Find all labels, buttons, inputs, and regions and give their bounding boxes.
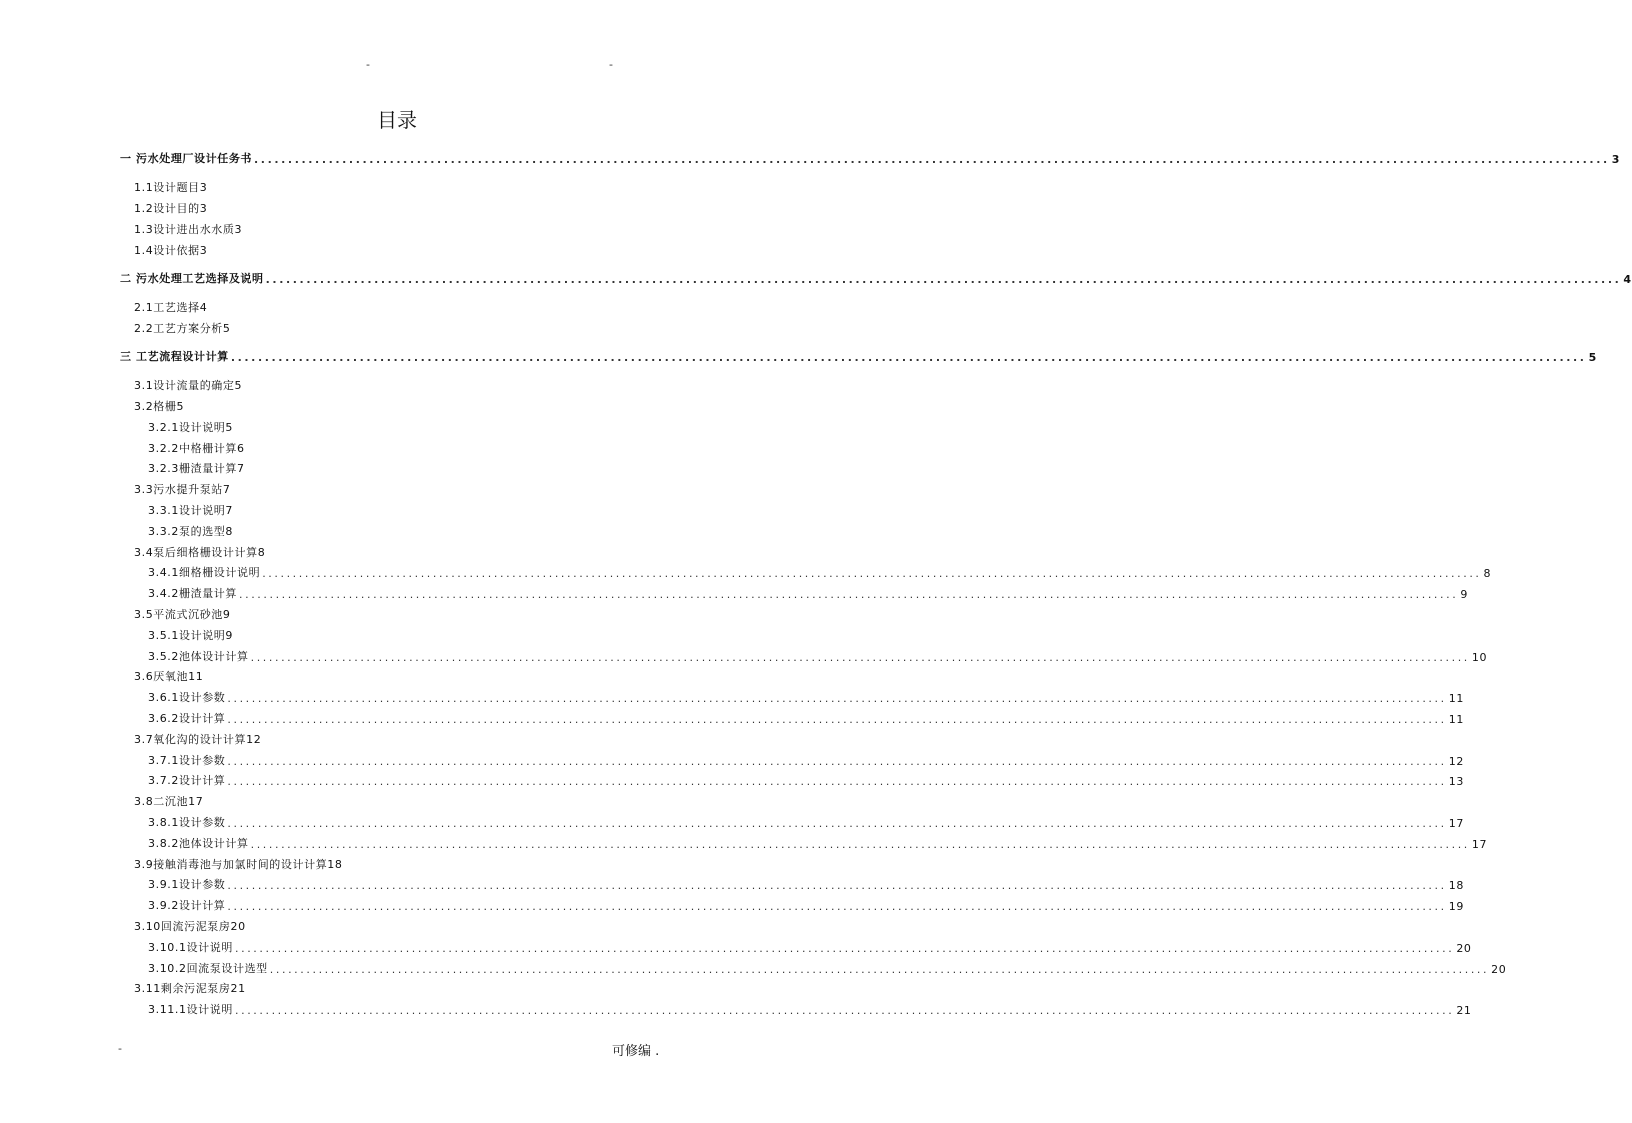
- toc-entry-page: 12: [1448, 755, 1464, 768]
- toc-leader-dots: ........................................................................................................................................................................................................: [265, 273, 1622, 286]
- toc-entry-label: 1.1设计题目3: [134, 181, 208, 194]
- toc-entry-label: 1.4设计依据3: [134, 244, 208, 257]
- toc-entry-page: 18: [1448, 879, 1464, 892]
- footer-mark-left: -: [118, 1042, 122, 1055]
- toc-leader-dots: ........................................................................................................................................................................................................: [227, 900, 1447, 913]
- toc-entry-level3[interactable]: [148, 708, 1464, 726]
- toc-entry-label: 3.7.1设计参数: [148, 754, 226, 767]
- toc-entry-label: 3.4.2栅渣量计算: [148, 587, 237, 600]
- page-title: 目录: [377, 108, 417, 132]
- toc-entry-label: 3.3.2泵的选型8: [148, 525, 233, 538]
- header-mark-right: -: [609, 58, 613, 71]
- toc-entry-page: 9: [1460, 588, 1468, 601]
- toc-entry-page: 11: [1448, 713, 1464, 726]
- toc-entry-label: 3.10.1设计说明: [148, 941, 233, 954]
- toc-entry-level3[interactable]: [148, 500, 696, 518]
- toc-entry-label: 3.6厌氧池11: [134, 670, 204, 683]
- toc-entry-label: 3.8.1设计参数: [148, 816, 226, 829]
- toc-entry-label: 3.9接触消毒池与加氯时间的设计计算18: [134, 858, 343, 871]
- toc-entry-level2[interactable]: [134, 978, 696, 996]
- toc-entry-level3[interactable]: [148, 999, 1472, 1017]
- toc-entry-label: 3.8二沉池17: [134, 795, 204, 808]
- toc-entry-page: 19: [1448, 900, 1464, 913]
- toc-entry-level3[interactable]: [148, 770, 1464, 788]
- toc-entry-label: 3.3污水提升泵站7: [134, 483, 231, 496]
- toc-entry-label: 3.5.2池体设计计算: [148, 650, 249, 663]
- toc-leader-dots: ........................................................................................................................................................................................................: [227, 755, 1447, 768]
- toc-entry-level3[interactable]: [148, 646, 1488, 664]
- toc-leader-dots: ........................................................................................................................................................................................................: [262, 567, 1482, 580]
- toc-entry-page: 11: [1448, 692, 1464, 705]
- toc-entry-level3[interactable]: [148, 417, 696, 435]
- toc-leader-dots: ........................................................................................................................................................................................................: [235, 1004, 1455, 1017]
- toc-entry-label: 3.10.2回流泵设计选型: [148, 962, 268, 975]
- toc-leader-dots: ........................................................................................................................................................................................................: [235, 942, 1455, 955]
- toc-entry-level2[interactable]: [134, 479, 696, 497]
- toc-entry-level3[interactable]: [148, 583, 1468, 601]
- toc-entry-label: 1.3设计进出水水质3: [134, 223, 243, 236]
- toc-entry-page: 17: [1448, 817, 1464, 830]
- toc-entry-label: 3.3.1设计说明7: [148, 504, 233, 517]
- toc-entry-label: 3.2格栅5: [134, 400, 185, 413]
- toc-entry-level2[interactable]: [134, 604, 696, 622]
- toc-entry-label: 3.8.2池体设计计算: [148, 837, 249, 850]
- toc-entry-label: 3.2.3栅渣量计算7: [148, 462, 245, 475]
- toc-leader-dots: ........................................................................................................................................................................................................: [254, 153, 1610, 166]
- toc-entry-level2[interactable]: [134, 318, 696, 336]
- toc-entry-label: 3.10回流污泥泵房20: [134, 920, 246, 933]
- toc-entry-label: 3.1设计流量的确定5: [134, 379, 243, 392]
- toc-leader-dots: ........................................................................................................................................................................................................: [269, 963, 1490, 976]
- toc-entry-label: 3.7氧化沟的设计计算12: [134, 733, 262, 746]
- toc-entry-level2[interactable]: [134, 177, 696, 195]
- toc-entry-label: 3.4.1细格栅设计说明: [148, 566, 261, 579]
- toc-entry-level2[interactable]: [134, 375, 696, 393]
- toc-entry-level1[interactable]: [120, 148, 1621, 166]
- toc-entry-level2[interactable]: [134, 916, 696, 934]
- toc-entry-level2[interactable]: [134, 240, 696, 258]
- toc-entry-page: 20: [1491, 963, 1507, 976]
- toc-entry-label: 3.11剩余污泥泵房21: [134, 982, 246, 995]
- toc-entry-label: 3.5平流式沉砂池9: [134, 608, 231, 621]
- toc-leader-dots: ........................................................................................................................................................................................................: [250, 838, 1470, 851]
- toc-entry-page: 3: [1611, 153, 1621, 166]
- toc-entry-level3[interactable]: [148, 438, 696, 456]
- toc-entry-page: 8: [1483, 567, 1492, 580]
- toc-entry-level3[interactable]: [148, 521, 696, 539]
- toc-entry-level1[interactable]: [120, 268, 1632, 286]
- toc-entry-level3[interactable]: [148, 625, 696, 643]
- header-mark-left: -: [366, 58, 370, 71]
- toc-entry-label: 三 工艺流程设计计算: [120, 350, 229, 363]
- toc-leader-dots: ........................................................................................................................................................................................................: [227, 775, 1447, 788]
- toc-entry-level3[interactable]: [148, 958, 1507, 976]
- toc-entry-level3[interactable]: [148, 937, 1472, 955]
- toc-entry-label: 3.6.2设计计算: [148, 712, 226, 725]
- toc-leader-dots: ........................................................................................................................................................................................................: [227, 817, 1447, 830]
- toc-entry-label: 3.2.1设计说明5: [148, 421, 233, 434]
- toc-entry-level1[interactable]: [120, 346, 1597, 364]
- footer-text: 可修编 .: [612, 1044, 660, 1059]
- toc-entry-label: 3.5.1设计说明9: [148, 629, 233, 642]
- toc-entry-level2[interactable]: [134, 219, 696, 237]
- toc-entry-level3[interactable]: [148, 562, 1492, 580]
- toc-entry-label: 3.9.1设计参数: [148, 878, 226, 891]
- toc-entry-label: 3.11.1设计说明: [148, 1003, 233, 1016]
- toc-entry-label: 一 污水处理厂设计任务书: [120, 152, 253, 165]
- toc-entry-label: 3.6.1设计参数: [148, 691, 226, 704]
- toc-leader-dots: ........................................................................................................................................................................................................: [227, 692, 1447, 705]
- toc-entry-page: 17: [1471, 838, 1488, 851]
- toc-entry-page: 4: [1623, 273, 1632, 286]
- toc-entry-level2[interactable]: [134, 396, 696, 414]
- toc-entry-level3[interactable]: [148, 687, 1464, 705]
- toc-entry-label: 3.9.2设计计算: [148, 899, 226, 912]
- toc-entry-level3[interactable]: [148, 750, 1464, 768]
- toc-entry-level2[interactable]: [134, 198, 696, 216]
- toc-entry-label: 1.2设计目的3: [134, 202, 208, 215]
- toc-entry-label: 二 污水处理工艺选择及说明: [120, 272, 264, 285]
- toc-leader-dots: ........................................................................................................................................................................................................: [227, 713, 1447, 726]
- toc-entry-label: 3.7.2设计计算: [148, 774, 226, 787]
- toc-entry-level3[interactable]: [148, 833, 1488, 851]
- toc-entry-label: 2.2工艺方案分析5: [134, 322, 231, 335]
- toc-leader-dots: ........................................................................................................................................................................................................: [230, 351, 1587, 364]
- toc-entry-page: 5: [1588, 351, 1597, 364]
- toc-entry-label: 3.4泵后细格栅设计计算8: [134, 546, 266, 559]
- toc-entry-page: 13: [1448, 775, 1464, 788]
- toc-entry-level3[interactable]: [148, 812, 1464, 830]
- toc-entry-page: 20: [1456, 942, 1472, 955]
- toc-entry-label: 2.1工艺选择4: [134, 301, 208, 314]
- toc-entry-level2[interactable]: [134, 666, 696, 684]
- toc-entry-level3[interactable]: [148, 895, 1464, 913]
- toc-leader-dots: ........................................................................................................................................................................................................: [227, 879, 1447, 892]
- toc-leader-dots: ........................................................................................................................................................................................................: [250, 651, 1470, 664]
- toc-entry-level2[interactable]: [134, 791, 696, 809]
- toc-entry-level2[interactable]: [134, 297, 696, 315]
- toc-entry-label: 3.2.2中格栅计算6: [148, 442, 245, 455]
- toc-entry-level2[interactable]: [134, 854, 696, 872]
- toc-entry-level3[interactable]: [148, 874, 1464, 892]
- toc-leader-dots: ........................................................................................................................................................................................................: [239, 588, 1459, 601]
- toc-entry-page: 21: [1456, 1004, 1472, 1017]
- toc-entry-page: 10: [1471, 651, 1488, 664]
- toc-entry-level2[interactable]: [134, 729, 696, 747]
- toc-entry-level3[interactable]: [148, 458, 696, 476]
- toc-entry-level2[interactable]: [134, 542, 696, 560]
